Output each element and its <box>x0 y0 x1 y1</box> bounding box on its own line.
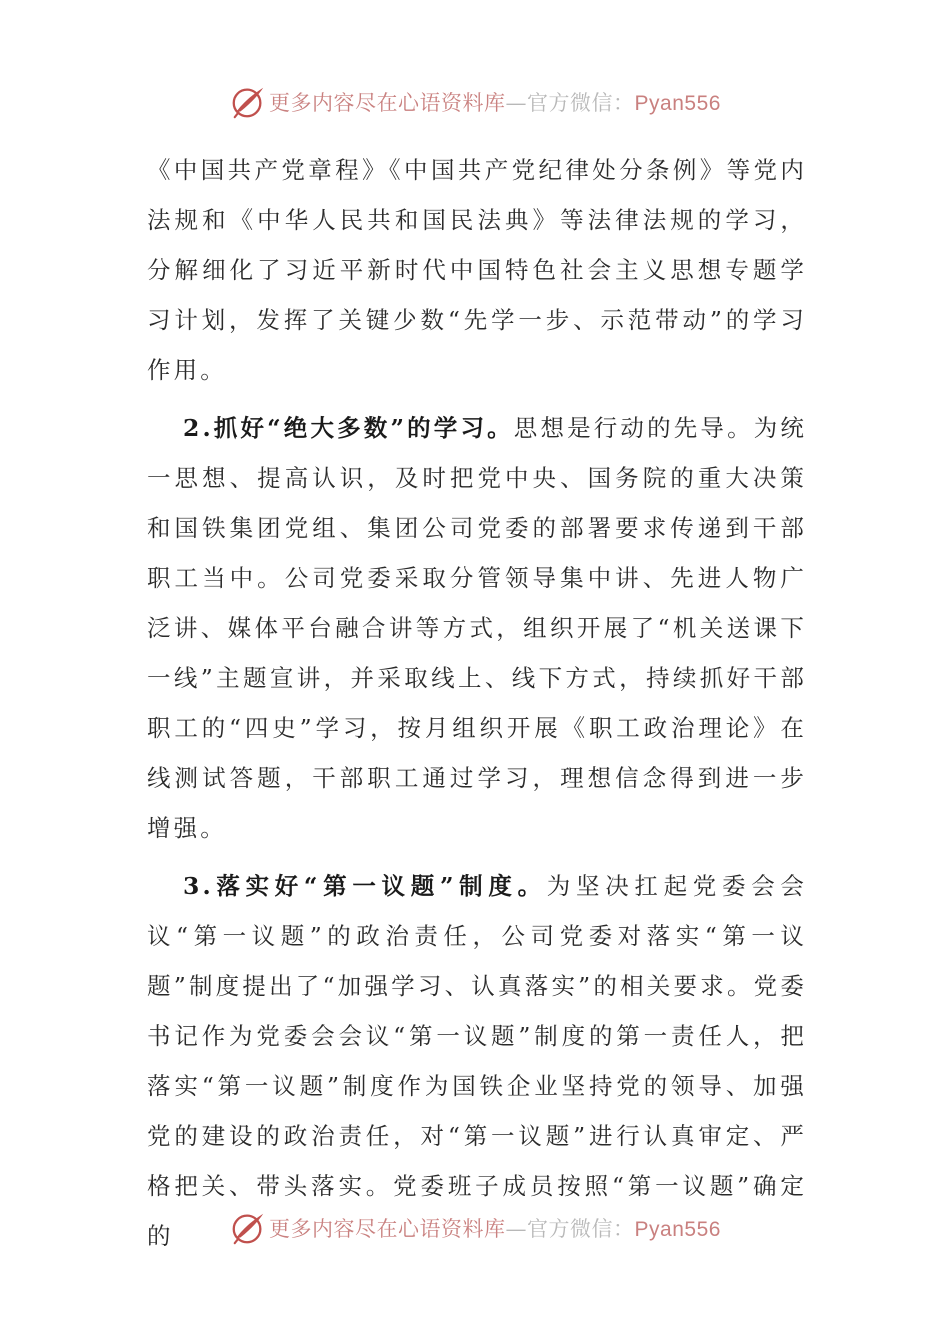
paragraph-2-body: 思想是行动的先导。为统一思想、提高认识，及时把党中央、国务院的重大决策和国铁集团党组、集团公司党委的部署要求传递到干部职工当中。公司党委采取分管领导集中讲、先进人物广泛讲、媒体平台融合讲等方式，组织开展了“机关送课下一线”主题宣讲，并采取线上、线下方式，持续抓好干部职工的“四史”学习，按月组织开展《职工政治理论》在线测试答题，干部职工通过学习，理想信念得到进一步增强。 <box>147 414 807 842</box>
paragraph-3-body: 为坚决扛起党委会会议“第一议题”的政治责任，公司党委对落实“第一议题”制度提出了“加强学习、认真落实”的相关要求。党委书记作为党委会会议“第一议题”制度的第一责任人，把落实“第一议题”制度作为国铁企业坚持党的领导、加强党的建设的政治责任，对“第一议题”进行认真审定、严格把关、带头落实。党委班子成员按照“第一议题”确定的 <box>147 872 808 1250</box>
footer-banner-text <box>269 1213 721 1243</box>
paragraph-3-lead: 3.落实好“第一议题”制度。 <box>183 872 547 900</box>
footer-separator: — <box>505 1217 528 1241</box>
quill-seal-logo-icon <box>229 1209 267 1247</box>
footer-main-text: 更多内容尽在心语资料库 <box>269 1217 506 1241</box>
footer-banner <box>0 1208 950 1248</box>
footer-wechat-label: 官方微信： <box>527 1217 635 1241</box>
banner-text <box>269 87 721 117</box>
header-banner <box>0 82 950 122</box>
paragraph-2 <box>147 403 807 853</box>
paragraph-1-body: 《中国共产党章程》《中国共产党纪律处分条例》等党内法规和《中华人民共和国民法典》等法律法规的学习，分解细化了习近平新时代中国特色社会主义思想专题学习计划，发挥了关键少数“先学一步、示范带动”的学习作用。 <box>147 156 807 384</box>
banner-wechat-id: Pyan556 <box>634 92 721 115</box>
paragraph-3 <box>147 861 807 1261</box>
banner-separator: — <box>505 91 528 115</box>
document-body <box>147 145 807 1261</box>
footer-wechat-id: Pyan556 <box>634 1218 721 1241</box>
banner-wechat-label: 官方微信： <box>527 91 635 115</box>
quill-seal-logo-icon <box>229 83 267 121</box>
paragraph-1 <box>147 145 807 395</box>
paragraph-2-lead: 2.抓好“绝大多数”的学习。 <box>183 414 514 442</box>
banner-main-text: 更多内容尽在心语资料库 <box>269 91 506 115</box>
